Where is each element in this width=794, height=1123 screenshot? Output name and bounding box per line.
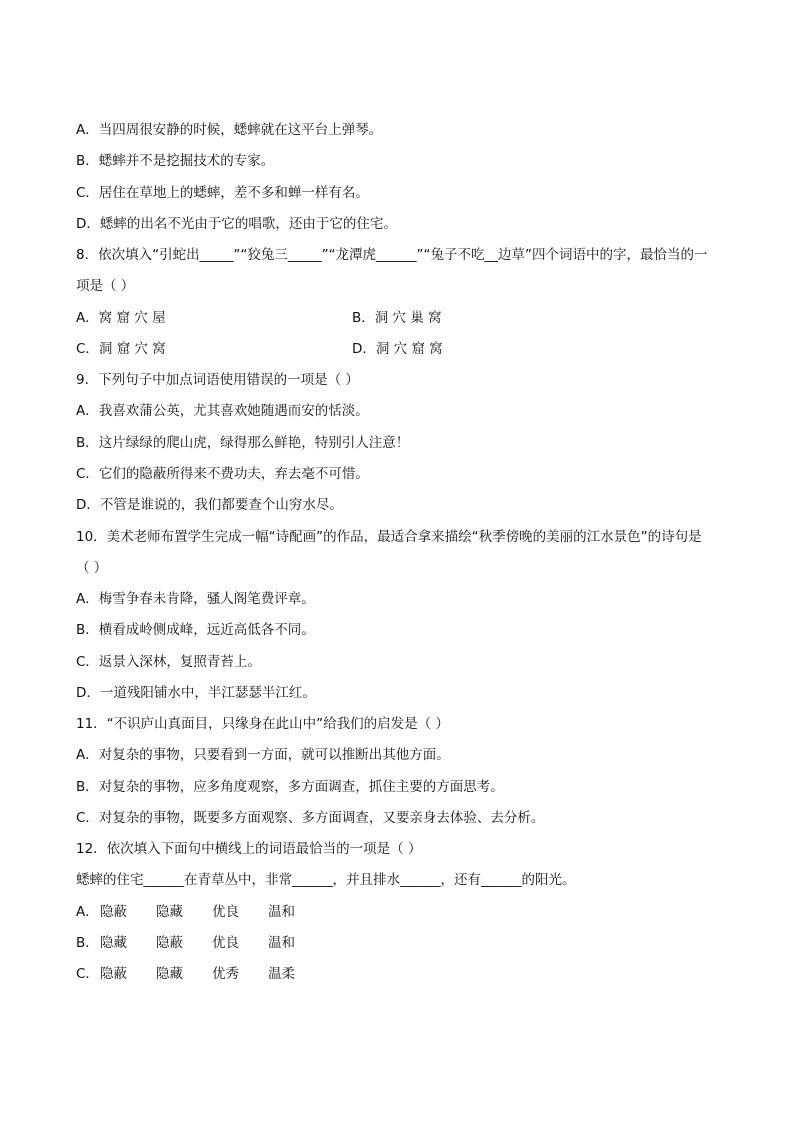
q12-option-a-word3: 优良 — [212, 904, 239, 920]
q12-option-c-word3: 优秀 — [212, 966, 239, 982]
q10-option-d: D．一道残阳铺水中，半江瑟瑟半江红。 — [76, 685, 316, 701]
q11-option-c: C．对复杂的事物，既要多方面观察、多方面调查，又要亲身去体验、去分析。 — [76, 810, 545, 826]
q8-option-a: A．窝 窟 穴 屋 — [76, 310, 166, 326]
q12-option-c-word1: 隐蔽 — [100, 966, 127, 982]
q7-option-a: A．当四周很安静的时候，蟋蟀就在这平台上弹琴。 — [76, 122, 383, 138]
q12-option-a-word1: 隐蔽 — [100, 904, 127, 920]
q12-option-a-word4: 温和 — [268, 904, 295, 920]
q12-option-b — [76, 934, 324, 952]
q9-option-b: B．这片绿绿的爬山虎，绿得那么鲜艳，特别引人注意！ — [76, 435, 410, 451]
q10-option-a: A．梅雪争春未肯降，骚人阁笔费评章。 — [76, 591, 315, 607]
q11-stem: 11．“不识庐山真面目，只缘身在此山中”给我们的启发是（ ） — [76, 716, 449, 732]
q8-stem-line2: 项是（ ） — [76, 278, 135, 294]
q8-stem-line1: 8．依次填入“引蛇出_____”“狡兔三_____”“龙潭虎______”“兔子不吃__边草”四个词语中的字，最恰当的一 — [76, 247, 708, 263]
q12-option-a-label: A． — [76, 904, 99, 920]
q12-option-c-label: C． — [76, 966, 99, 982]
q12-option-a — [76, 903, 324, 921]
q11-option-b: B．对复杂的事物，应多角度观察，多方面调查，抓住主要的方面思考。 — [76, 779, 504, 795]
q12-option-b-label: B． — [76, 935, 99, 951]
q12-option-c-word2: 隐藏 — [156, 966, 183, 982]
q7-option-d: D．蟋蟀的出名不光由于它的唱歌，还由于它的住宅。 — [76, 216, 397, 232]
q7-option-b: B．蟋蟀并不是挖掘技术的专家。 — [76, 153, 275, 169]
q9-option-d: D．不管是谁说的，我们都要查个山穷水尽。 — [76, 497, 343, 513]
q12-option-a-word2: 隐藏 — [156, 904, 183, 920]
q9-stem: 9．下列句子中加点词语使用错误的一项是（ ） — [76, 372, 359, 388]
q11-option-a: A．对复杂的事物，只要看到一方面，就可以推断出其他方面。 — [76, 747, 450, 763]
q12-stem: 12．依次填入下面句中横线上的词语最恰当的一项是（ ） — [76, 841, 422, 857]
q8-option-c: C．洞 窟 穴 窝 — [76, 341, 166, 357]
q12-option-c-word4: 温柔 — [268, 966, 295, 982]
q12-sentence: 蟋蟀的住宅______在青草丛中，非常______，并且排水______，还有______的阳光。 — [76, 872, 576, 888]
q12-option-c — [76, 965, 324, 983]
q12-option-b-word3: 优良 — [212, 935, 239, 951]
q10-stem-line2: （ ） — [76, 560, 108, 576]
q10-stem-line1: 10．美术老师布置学生完成一幅“诗配画”的作品，最适合拿来描绘“秋季傍晚的美丽的江水景色”的诗句是 — [76, 529, 702, 545]
q8-option-d: D．洞 穴 窟 窝 — [352, 341, 443, 357]
q9-option-a: A．我喜欢蒲公英，尤其喜欢她随遇而安的恬淡。 — [76, 403, 369, 419]
q10-option-b: B．横看成岭侧成峰，远近高低各不同。 — [76, 622, 315, 638]
q12-option-b-word4: 温和 — [268, 935, 295, 951]
q7-option-c: C．居住在草地上的蟋蟀，差不多和蝉一样有名。 — [76, 185, 369, 201]
q10-option-c: C．返景入深林，复照青苔上。 — [76, 654, 261, 670]
q12-option-b-word1: 隐藏 — [100, 935, 127, 951]
q8-option-b: B．洞 穴 巢 窝 — [352, 310, 442, 326]
q9-option-c: C．它们的隐蔽所得来不费功夫，弃去毫不可惜。 — [76, 466, 369, 482]
q12-option-b-word2: 隐蔽 — [156, 935, 183, 951]
